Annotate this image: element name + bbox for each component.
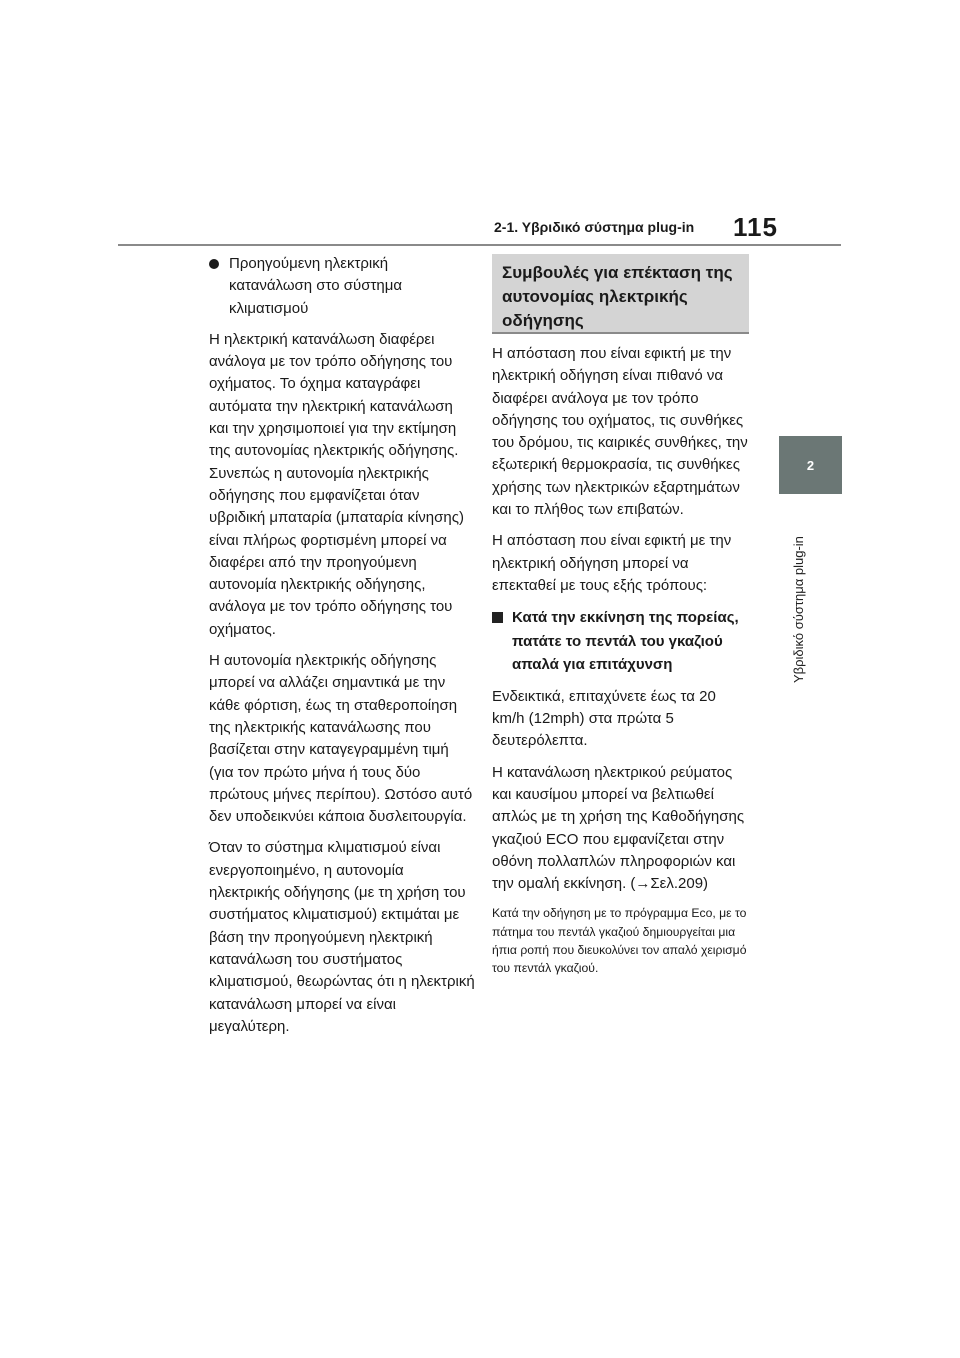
square-bullet-icon [492,612,503,623]
right-sub-paragraph-1: Ενδεικτικά, επιταχύνετε έως τα 20 km/h (12mph) στα πρώτα 5 δευτερόλεπτα. [492,687,716,750]
right-column [492,343,752,986]
page-number: 115 [733,212,778,242]
left-column [209,253,475,1047]
subheading [492,606,752,677]
bullet-icon [209,259,219,269]
chapter-tab-number: 2 [806,457,815,473]
left-paragraph-1: Η ηλεκτρική κατανάλωση διαφέρει ανάλογα με τον τρόπο οδήγησης του οχήματος. Το όχημα καταγράφει αυτόματα την ηλεκτρική κατανάλωση και την χρησιμοποιεί για την εκτίμηση της αυτονομίας ηλεκτρικής οδήγησης. Συνεπώς η αυτονομία ηλεκτρικής οδήγησης που εμφανίζεται όταν υβριδική μπαταρία (μπαταρία κίνησης) είναι πλήρως φορτισμένη μπορεί να διαφέρει από την προηγούμενη αυτονομία ηλεκτρικής οδήγησης, ανάλογα με τον τρόπο οδήγησης του οχήματος. [209,330,464,638]
bullet-heading-text: Προηγούμενη ηλεκτρική κατανάλωση στο σύστημα κλιματισμού [229,255,403,317]
right-sub-paragraph-2: Η κατανάλωση ηλεκτρικού ρεύματος και καυσίμου μπορεί να βελτιωθεί απλώς με τη χρήση της Καθοδήγησης γκαζιού ECO που εμφανίζεται στην οθόνη πολλαπλών πληροφοριών και την ομαλή εκκίνηση. (→Σελ.209) [492,763,745,893]
right-paragraph-2: Η απόσταση που είναι εφικτή με την ηλεκτρική οδήγηση μπορεί να επεκταθεί με τους εξής τρόπους: [492,532,732,594]
note-text: Κατά την οδήγηση με το πρόγραμμα Eco, με το πάτημα του πεντάλ γκαζιού δημιουργείται μια ήπια ροπή που διευκολύνει τον απαλό χειρισμό του πεντάλ γκαζιού. [492,906,747,976]
chapter-side-label-text: Υβριδικό σύστημα plug-in [791,536,806,683]
chapter-header-title: 2-1. Υβριδικό σύστημα plug-in [494,219,695,235]
left-paragraph-2: Η αυτονομία ηλεκτρικής οδήγησης μπορεί να αλλάζει σημαντικά με την κάθε φόρτιση, έως τη σταθεροποίηση της ηλεκτρικής κατανάλωσης που βασίζεται στην καταγεγραμμένη τιμή (για τον πρώτο μήνα ή τους δύο πρώτους μήνες περίπου). Ωστόσο αυτό δεν υποδεικνύει κάποια δυσλειτουργία. [209,652,473,826]
header-divider [118,244,841,246]
section-header-box [492,254,749,334]
subheading-text: Κατά την εκκίνηση της πορείας, πατάτε το πεντάλ του γκαζιού απαλά για επιτάχυνση [512,609,739,674]
section-title: Συμβουλές για επέκταση της αυτονομίας ηλεκτρικής οδήγησης [502,263,733,330]
right-paragraph-1: Η απόσταση που είναι εφικτή με την ηλεκτρική οδήγηση είναι πιθανό να διαφέρει ανάλογα με τον τρόπο οδήγησης του οχήματος, τις συνθήκες του δρόμου, τις καιρικές συνθήκες, την εξωτερική θερμοκρασία, τις συνθήκες χρήσης των ηλεκτρικών εξαρτημάτων και το πλήθος των επιβατών. [492,345,748,519]
bullet-heading [209,253,475,320]
chapter-side-label [787,508,809,683]
left-paragraph-3: Όταν το σύστημα κλιματισμού είναι ενεργοποιημένο, η αυτονομία ηλεκτρικής οδήγησης (με τη χρήση του συστήματος κλιματισμού) εκτιμάται με βάση την προηγούμενη ηλεκτρική κατανάλωση του συστήματος κλιματισμού, θεωρώντας ότι η ηλεκτρική κατανάλωση μπορεί να είναι μεγαλύτερη. [209,839,475,1035]
chapter-tab[interactable] [779,436,842,494]
